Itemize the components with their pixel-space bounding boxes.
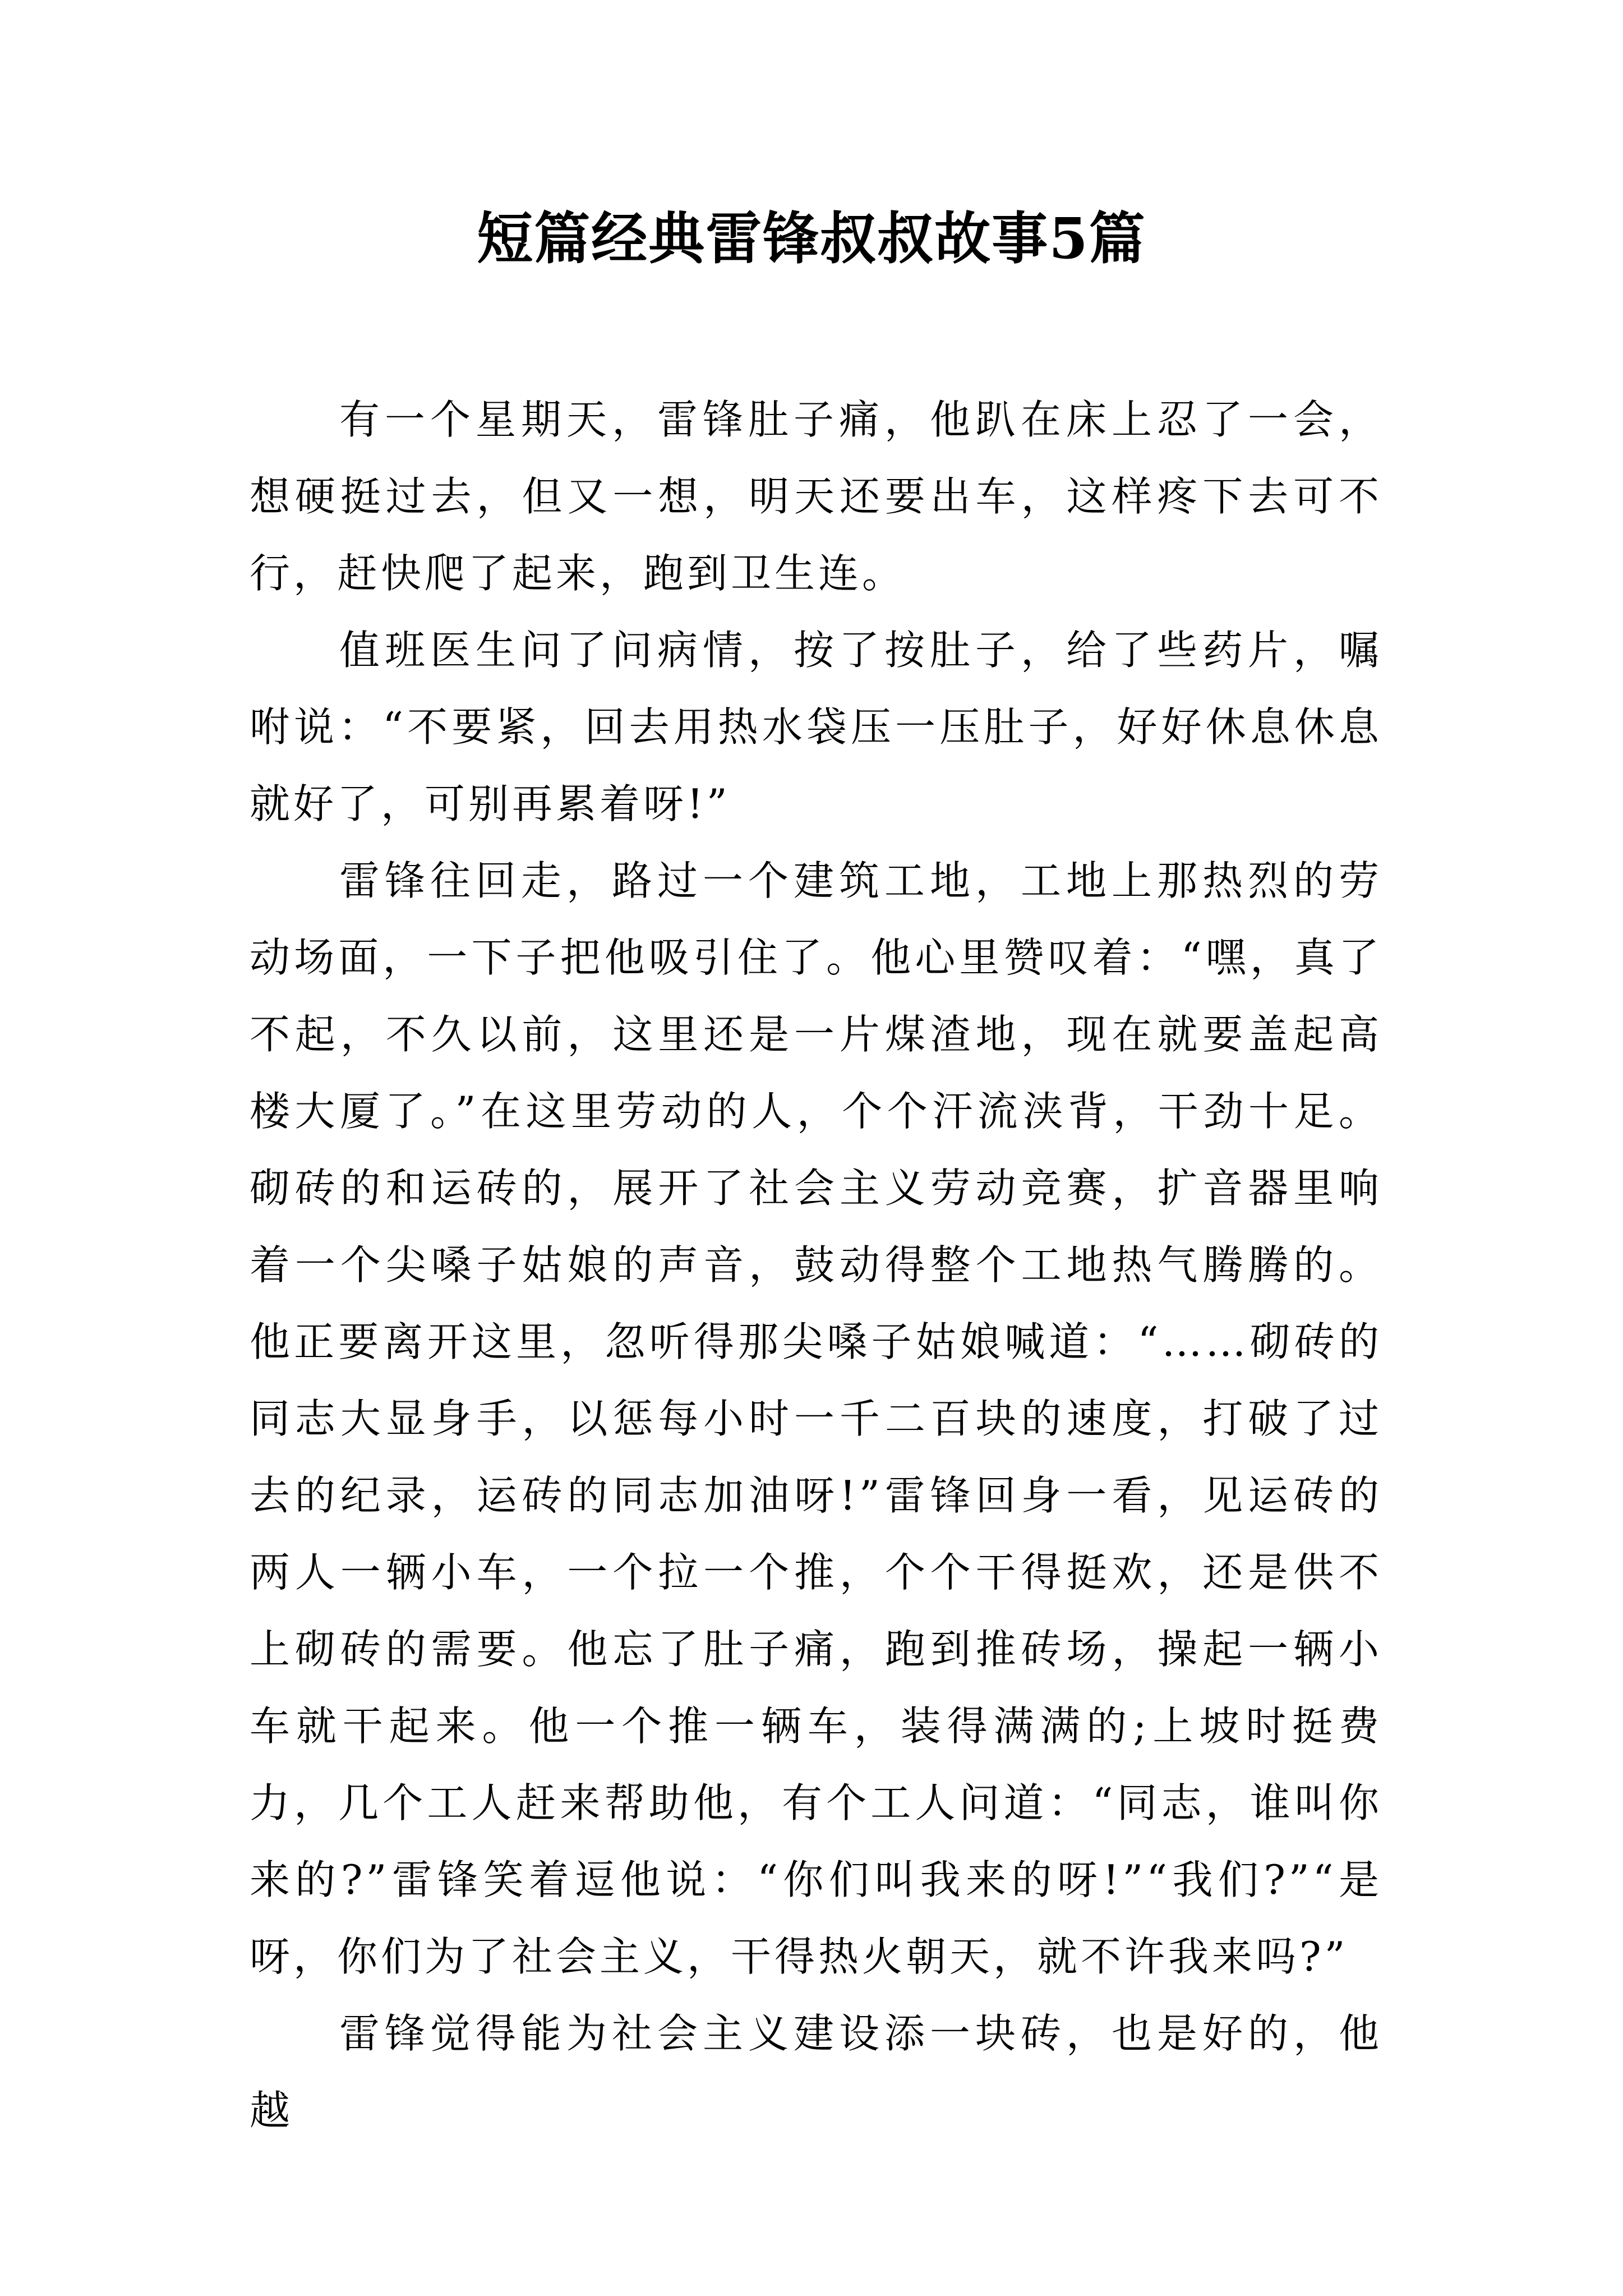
- paragraph-2: 值班医生问了问病情，按了按肚子，给了些药片，嘱咐说：“不要紧，回去用热水袋压一压肚子，好好休息休息就好了，可别再累着呀!”: [250, 627, 1382, 827]
- document-title: 短篇经典雷锋叔叔故事5篇: [477, 205, 1146, 272]
- paragraph-3: 雷锋往回走，路过一个建筑工地，工地上那热烈的劳动场面，一下子把他吸引住了。他心里赞叹着：“嘿，真了不起，不久以前，这里还是一片煤渣地，现在就要盖起高楼大厦了。”在这里劳动的人，个个汗流浃背，干劲十足。砌砖的和运砖的，展开了社会主义劳动竞赛，扩音器里响着一个尖嗓子姑娘的声音，鼓动得整个工地热气腾腾的。他正要离开这里，忽听得那尖嗓子姑娘喊道：“……砌砖的同志大显身手，以惩每小时一千二百块的速度，打破了过去的纪录，运砖的同志加油呀!”雷锋回身一看，见运砖的两人一辆小车，一个拉一个推，个个干得挺欢，还是供不上砌砖的需要。他忘了肚子痛，跑到推砖场，操起一辆小车就干起来。他一个推一辆车，装得满满的;上坡时挺费力，几个工人赶来帮助他，有个工人问道：“同志，谁叫你来的?”雷锋笑着逗他说：“你们叫我来的呀!”“我们?”“是呀，你们为了社会主义，干得热火朝天，就不许我来吗?”: [250, 857, 1382, 1980]
- paragraph-4: 雷锋觉得能为社会主义建设添一块砖，也是好的，他越: [250, 2010, 1382, 2134]
- document-body: [250, 381, 1382, 2149]
- paragraph-1: 有一个星期天，雷锋肚子痛，他趴在床上忍了一会，想硬挺过去，但又一想，明天还要出车，这样疼下去可不行，赶快爬了起来，跑到卫生连。: [250, 396, 1382, 597]
